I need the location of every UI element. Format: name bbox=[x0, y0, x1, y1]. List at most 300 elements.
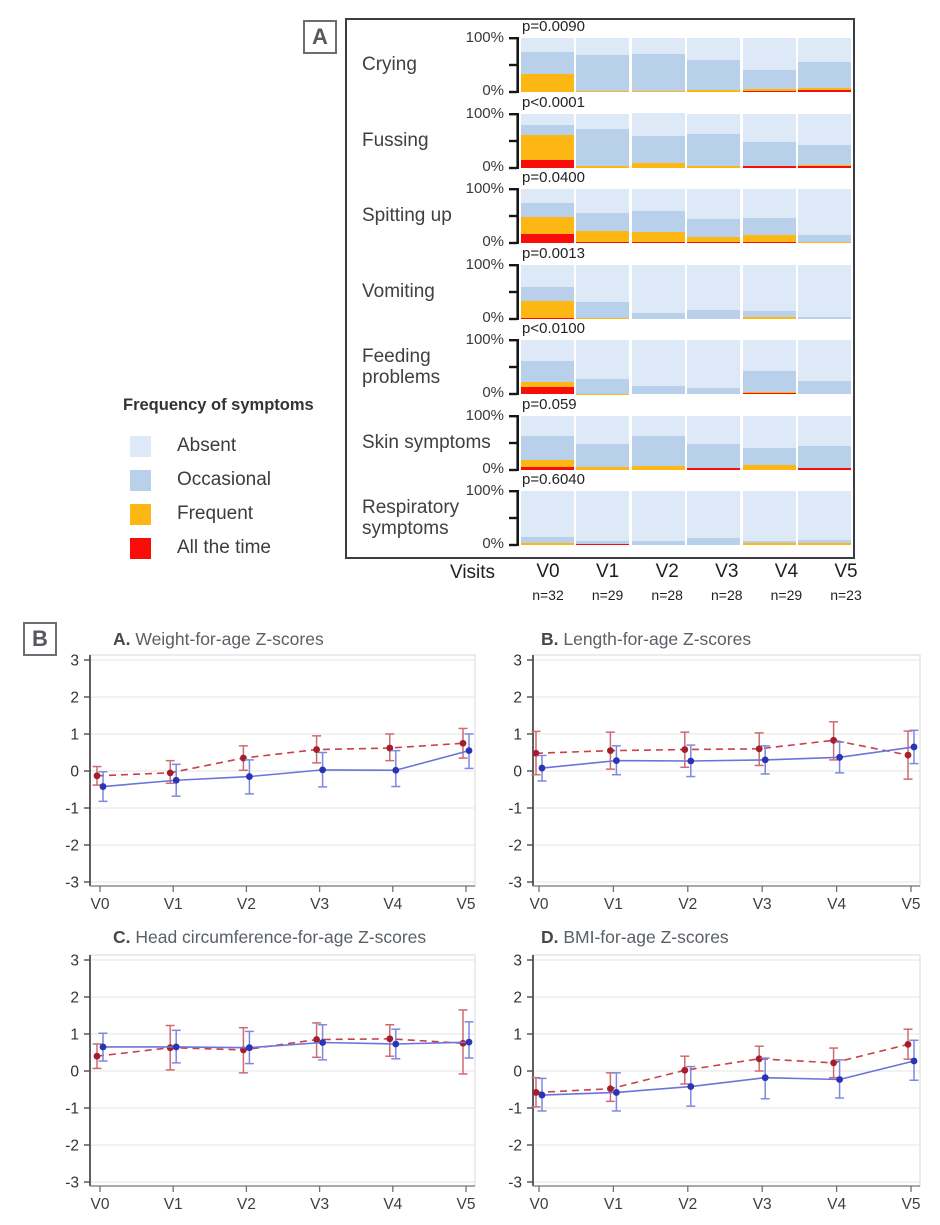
visit-label: V2 bbox=[655, 561, 679, 582]
stacked-bar-v0 bbox=[521, 189, 574, 243]
bar-segment-absent bbox=[576, 189, 629, 213]
data-point-blue bbox=[836, 754, 843, 761]
data-point-red bbox=[681, 1067, 688, 1074]
stacked-bar-v2 bbox=[632, 38, 685, 92]
legend-item-label: Frequent bbox=[177, 503, 254, 524]
bar-segment-all_the_time bbox=[521, 467, 574, 470]
bar-segment-absent bbox=[576, 491, 629, 541]
symptom-label: Crying bbox=[362, 54, 417, 76]
data-point-blue bbox=[613, 757, 620, 764]
p-value: p=0.0013 bbox=[522, 244, 585, 262]
bar-segment-occasional bbox=[632, 54, 685, 91]
data-point-blue bbox=[762, 757, 769, 764]
bar-segment-absent bbox=[798, 340, 851, 381]
data-point-red bbox=[607, 747, 614, 754]
stacked-bar-v1 bbox=[576, 114, 629, 168]
bar-segment-occasional bbox=[798, 381, 851, 395]
y-axis-0-label: 0% bbox=[482, 384, 504, 401]
symptom-label: Vomiting bbox=[362, 280, 435, 302]
bar-segment-absent bbox=[687, 114, 740, 135]
x-tick-label: V3 bbox=[310, 1196, 330, 1213]
data-point-blue bbox=[392, 767, 399, 774]
visit-column-v1 bbox=[576, 561, 640, 603]
bar-segment-absent bbox=[743, 265, 796, 311]
x-tick-label: V4 bbox=[383, 896, 403, 913]
y-tick-label: -2 bbox=[508, 837, 522, 855]
bar-segment-frequent bbox=[687, 90, 740, 92]
data-point-red bbox=[94, 1053, 101, 1060]
bar-segment-frequent bbox=[521, 301, 574, 318]
symptom-label: Respiratory symptoms bbox=[362, 496, 460, 539]
bar-segment-frequent bbox=[632, 232, 685, 242]
legend-item-frequent bbox=[123, 497, 338, 531]
stacked-bar-v2 bbox=[632, 491, 685, 545]
visit-n-count: n=29 bbox=[770, 587, 803, 603]
y-axis-0-label: 0% bbox=[482, 459, 504, 477]
data-point-blue bbox=[911, 744, 918, 751]
bar-segment-occasional bbox=[576, 302, 629, 318]
data-point-blue bbox=[392, 1041, 399, 1048]
bar-segment-occasional bbox=[632, 541, 685, 545]
y-axis-0-label: 0% bbox=[482, 82, 504, 99]
data-point-blue bbox=[613, 1089, 620, 1096]
chart-title-text: BMI-for-age Z-scores bbox=[558, 927, 729, 947]
data-point-blue bbox=[173, 1044, 180, 1051]
stacked-bar-v0 bbox=[521, 340, 574, 394]
bar-segment-occasional bbox=[743, 218, 796, 235]
y-tick-label: 1 bbox=[513, 1026, 522, 1044]
y-tick-label: -2 bbox=[65, 837, 79, 855]
bar-segment-absent bbox=[687, 265, 740, 310]
x-axis bbox=[90, 1186, 475, 1213]
visit-column-v5 bbox=[814, 561, 878, 603]
bar-group bbox=[521, 491, 851, 545]
data-point-red bbox=[905, 1041, 912, 1048]
bar-segment-absent bbox=[521, 491, 574, 537]
y-tick-label: -3 bbox=[65, 1174, 79, 1192]
data-point-blue bbox=[836, 1076, 843, 1083]
bar-segment-absent bbox=[798, 189, 851, 235]
bar-segment-occasional bbox=[632, 211, 685, 232]
bar-segment-occasional bbox=[798, 62, 851, 88]
line-chart-length bbox=[478, 645, 928, 928]
data-point-blue bbox=[246, 1044, 253, 1051]
bar-segment-absent bbox=[687, 491, 740, 538]
p-value: p<0.0001 bbox=[522, 93, 585, 111]
chart-title-letter: C. bbox=[113, 927, 131, 947]
bar-segment-frequent bbox=[798, 242, 851, 243]
bar-segment-absent bbox=[798, 265, 851, 317]
stacked-bar-v0 bbox=[521, 265, 574, 319]
visit-label: V0 bbox=[536, 561, 560, 582]
bar-group bbox=[521, 189, 851, 243]
bar-segment-occasional bbox=[576, 379, 629, 394]
data-point-red bbox=[905, 752, 912, 759]
chart-title-letter: D. bbox=[541, 927, 559, 947]
bar-segment-absent bbox=[743, 38, 796, 70]
p-value: p=0.0400 bbox=[522, 169, 585, 186]
data-point-blue bbox=[762, 1074, 769, 1081]
bar-segment-absent bbox=[521, 189, 574, 203]
y-tick-label: 2 bbox=[513, 689, 522, 707]
y-axis bbox=[504, 412, 520, 474]
bar-segment-occasional bbox=[521, 203, 574, 218]
stacked-bar-v1 bbox=[576, 38, 629, 92]
y-tick-label: 3 bbox=[513, 952, 522, 970]
data-point-blue bbox=[100, 783, 107, 790]
bar-group bbox=[521, 38, 851, 92]
bar-segment-frequent bbox=[743, 235, 796, 242]
x-tick-label: V2 bbox=[236, 1196, 256, 1213]
y-tick-label: -3 bbox=[508, 1174, 522, 1192]
y-axis bbox=[508, 653, 533, 892]
bar-segment-absent bbox=[521, 38, 574, 52]
bar-group bbox=[521, 340, 851, 394]
bar-segment-occasional bbox=[743, 142, 796, 167]
bar-segment-frequent bbox=[576, 467, 629, 469]
y-tick-label: 3 bbox=[70, 652, 79, 670]
visit-column-v4 bbox=[754, 561, 818, 603]
bar-segment-frequent bbox=[743, 317, 796, 318]
bar-segment-occasional bbox=[521, 125, 574, 135]
p-value: p=0.059 bbox=[522, 395, 577, 413]
y-tick-label: -3 bbox=[508, 874, 522, 892]
bar-segment-all_the_time bbox=[743, 242, 796, 243]
data-point-red bbox=[94, 772, 101, 779]
y-tick-label: -1 bbox=[508, 1100, 522, 1118]
stacked-bar-v2 bbox=[632, 340, 685, 394]
stacked-bar-v1 bbox=[576, 340, 629, 394]
x-tick-label: V0 bbox=[90, 1196, 110, 1213]
stacked-bar-v4 bbox=[743, 38, 796, 92]
visit-column-v0 bbox=[516, 561, 580, 603]
x-tick-label: V2 bbox=[678, 896, 698, 913]
y-axis bbox=[508, 953, 533, 1192]
bar-segment-all_the_time bbox=[798, 90, 851, 92]
x-tick-label: V4 bbox=[827, 896, 847, 913]
bar-segment-occasional bbox=[687, 134, 740, 166]
visit-n-count: n=23 bbox=[830, 587, 862, 603]
bar-segment-absent bbox=[576, 265, 629, 303]
x-tick-label: V5 bbox=[901, 896, 921, 913]
chart-title-letter: A. bbox=[113, 629, 131, 649]
x-tick-label: V4 bbox=[383, 1196, 403, 1213]
bar-segment-all_the_time bbox=[632, 242, 685, 243]
bar-segment-absent bbox=[798, 416, 851, 447]
data-point-red bbox=[460, 740, 467, 747]
bar-group bbox=[521, 114, 851, 168]
y-tick-label: -1 bbox=[65, 1100, 79, 1118]
legend-item-occasional bbox=[123, 463, 338, 497]
occasional-swatch bbox=[130, 470, 151, 491]
data-point-blue bbox=[911, 1058, 918, 1065]
x-tick-label: V4 bbox=[827, 1196, 847, 1213]
visit-label: V5 bbox=[834, 561, 858, 582]
legend-item-all-the-time bbox=[123, 531, 338, 565]
data-point-blue bbox=[319, 1039, 326, 1046]
bar-segment-occasional bbox=[521, 287, 574, 301]
bar-segment-occasional bbox=[687, 538, 740, 545]
bar-segment-absent bbox=[632, 491, 685, 541]
data-point-red bbox=[460, 1040, 467, 1047]
p-value: p<0.0100 bbox=[522, 320, 585, 337]
stacked-bar-v0 bbox=[521, 114, 574, 168]
stacked-bar-v0 bbox=[521, 416, 574, 470]
symptom-frequency-legend bbox=[123, 396, 338, 565]
y-tick-label: -1 bbox=[65, 800, 79, 818]
stacked-bar-v3 bbox=[687, 189, 740, 243]
legend-title: Frequency of symptoms bbox=[123, 396, 314, 414]
data-point-blue bbox=[539, 1092, 546, 1099]
data-point-red bbox=[533, 1089, 540, 1096]
bar-segment-frequent bbox=[576, 166, 629, 168]
bar-segment-absent bbox=[521, 265, 574, 287]
stacked-bar-v1 bbox=[576, 491, 629, 545]
p-value: p=0.0090 bbox=[522, 18, 585, 35]
y-axis-0-label: 0% bbox=[482, 535, 504, 552]
stacked-bar-v5 bbox=[798, 416, 851, 470]
chart-title-text: Length-for-age Z-scores bbox=[558, 629, 752, 649]
visit-n-count: n=28 bbox=[651, 587, 683, 603]
stacked-bar-v2 bbox=[632, 114, 685, 168]
frequent-swatch bbox=[130, 504, 151, 525]
bar-segment-all_the_time bbox=[521, 234, 574, 243]
bar-segment-absent bbox=[743, 189, 796, 218]
x-tick-label: V1 bbox=[163, 896, 183, 913]
chart-title-text: Head circumference-for-age Z-scores bbox=[130, 927, 427, 947]
x-tick-label: V0 bbox=[529, 1196, 549, 1213]
x-tick-label: V2 bbox=[236, 896, 256, 913]
visit-label: V1 bbox=[595, 561, 620, 582]
data-point-blue bbox=[466, 1039, 473, 1046]
p-value: p=0.6040 bbox=[522, 471, 585, 488]
stacked-bar-v1 bbox=[576, 416, 629, 470]
visits-axis-label: Visits bbox=[450, 562, 496, 583]
bar-segment-occasional bbox=[576, 129, 629, 166]
x-tick-label: V3 bbox=[310, 896, 330, 913]
bar-segment-absent bbox=[632, 265, 685, 313]
data-point-red bbox=[167, 769, 174, 776]
symptom-label: Skin symptoms bbox=[362, 431, 491, 453]
y-axis-0-label: 0% bbox=[482, 308, 504, 326]
stacked-bar-v4 bbox=[743, 114, 796, 168]
y-tick-label: -2 bbox=[65, 1137, 79, 1155]
y-tick-label: 3 bbox=[513, 652, 522, 670]
data-point-blue bbox=[466, 747, 473, 754]
bar-segment-occasional bbox=[687, 60, 740, 90]
visit-n-count: n=32 bbox=[532, 587, 564, 603]
bar-segment-all_the_time bbox=[521, 387, 574, 394]
bar-segment-frequent bbox=[743, 465, 796, 469]
y-axis bbox=[504, 261, 520, 323]
legend-item-label: Occasional bbox=[177, 469, 271, 490]
bar-segment-frequent bbox=[521, 543, 574, 545]
bar-segment-absent bbox=[521, 340, 574, 361]
y-tick-label: 2 bbox=[70, 689, 79, 707]
bar-group bbox=[521, 265, 851, 319]
bar-segment-all_the_time bbox=[576, 544, 629, 545]
y-axis-100-label: 100% bbox=[465, 406, 504, 424]
bar-segment-absent bbox=[798, 491, 851, 540]
bar-segment-occasional bbox=[521, 361, 574, 383]
line-chart-head bbox=[35, 945, 483, 1225]
bar-segment-absent bbox=[798, 38, 851, 62]
bar-segment-frequent bbox=[632, 91, 685, 92]
data-point-blue bbox=[100, 1044, 107, 1051]
bar-segment-absent bbox=[687, 416, 740, 444]
stacked-bar-v4 bbox=[743, 340, 796, 394]
stacked-bar-v5 bbox=[798, 265, 851, 319]
x-tick-label: V5 bbox=[901, 1196, 921, 1213]
bar-segment-occasional bbox=[798, 145, 851, 165]
bar-group bbox=[521, 416, 851, 470]
legend-item-absent bbox=[123, 429, 338, 463]
bar-segment-occasional bbox=[521, 436, 574, 460]
data-point-blue bbox=[687, 1083, 694, 1090]
stacked-bar-v3 bbox=[687, 416, 740, 470]
bar-segment-frequent bbox=[576, 394, 629, 395]
legend-item-label: Absent bbox=[177, 435, 237, 456]
y-axis bbox=[504, 34, 520, 96]
y-axis-0-label: 0% bbox=[482, 157, 504, 175]
bar-segment-absent bbox=[632, 340, 685, 386]
bar-segment-absent bbox=[632, 416, 685, 437]
stacked-bar-v2 bbox=[632, 265, 685, 319]
bar-segment-absent bbox=[687, 189, 740, 219]
stacked-bar-v4 bbox=[743, 265, 796, 319]
y-tick-label: -1 bbox=[508, 800, 522, 818]
bar-segment-occasional bbox=[632, 436, 685, 466]
y-axis bbox=[65, 653, 90, 892]
bar-segment-all_the_time bbox=[521, 160, 574, 168]
bar-segment-absent bbox=[576, 416, 629, 444]
bar-segment-occasional bbox=[632, 136, 685, 162]
x-axis bbox=[530, 886, 921, 913]
stacked-bar-v3 bbox=[687, 38, 740, 92]
visit-n-count: n=28 bbox=[711, 587, 743, 603]
y-axis-100-label: 100% bbox=[465, 331, 504, 348]
y-tick-label: -2 bbox=[508, 1137, 522, 1155]
bar-segment-frequent bbox=[576, 91, 629, 92]
x-tick-label: V1 bbox=[603, 896, 623, 913]
bar-segment-frequent bbox=[798, 543, 851, 545]
bar-segment-occasional bbox=[632, 386, 685, 394]
y-axis bbox=[504, 110, 520, 172]
stacked-bar-v1 bbox=[576, 189, 629, 243]
bar-segment-occasional bbox=[798, 446, 851, 468]
data-point-red bbox=[386, 1035, 393, 1042]
legend-item-label: All the time bbox=[177, 537, 271, 558]
stacked-bar-v3 bbox=[687, 265, 740, 319]
bar-segment-absent bbox=[798, 114, 851, 145]
x-tick-label: V3 bbox=[752, 896, 772, 913]
bar-segment-absent bbox=[743, 491, 796, 541]
stacked-bar-v5 bbox=[798, 491, 851, 545]
y-axis-0-label: 0% bbox=[482, 233, 504, 250]
bar-segment-absent bbox=[632, 189, 685, 211]
stacked-bar-v5 bbox=[798, 340, 851, 394]
bar-segment-all_the_time bbox=[743, 91, 796, 92]
bar-segment-absent bbox=[576, 340, 629, 379]
bar-segment-frequent bbox=[632, 163, 685, 168]
symptom-label: Spitting up bbox=[362, 205, 452, 227]
bar-segment-occasional bbox=[687, 388, 740, 394]
y-tick-label: 2 bbox=[70, 989, 79, 1007]
bar-segment-all_the_time bbox=[798, 166, 851, 167]
y-axis bbox=[504, 487, 520, 549]
line-chart-weight bbox=[35, 645, 483, 928]
bar-segment-all_the_time bbox=[521, 318, 574, 319]
data-point-blue bbox=[246, 773, 253, 780]
bar-segment-all_the_time bbox=[687, 468, 740, 470]
bar-segment-occasional bbox=[798, 235, 851, 242]
bar-segment-occasional bbox=[576, 55, 629, 91]
data-point-blue bbox=[539, 765, 546, 772]
bar-segment-absent bbox=[576, 114, 629, 130]
bar-segment-frequent bbox=[521, 135, 574, 160]
stacked-bar-v4 bbox=[743, 189, 796, 243]
stacked-bar-v2 bbox=[632, 189, 685, 243]
y-axis bbox=[65, 953, 90, 1192]
x-tick-label: V0 bbox=[529, 896, 549, 913]
bar-segment-absent bbox=[687, 340, 740, 388]
bar-segment-absent bbox=[521, 416, 574, 437]
bar-segment-all_the_time bbox=[576, 242, 629, 243]
bar-segment-frequent bbox=[687, 166, 740, 167]
bar-segment-all_the_time bbox=[687, 242, 740, 243]
y-axis-100-label: 100% bbox=[465, 482, 504, 499]
x-tick-label: V1 bbox=[603, 1196, 623, 1213]
data-point-red bbox=[681, 746, 688, 753]
line-chart-bmi bbox=[478, 945, 928, 1225]
stacked-bar-v1 bbox=[576, 265, 629, 319]
panel-b-label: B bbox=[23, 622, 57, 656]
bar-segment-occasional bbox=[521, 52, 574, 74]
chart-title-letter: B. bbox=[541, 629, 559, 649]
stacked-bar-v0 bbox=[521, 38, 574, 92]
x-tick-label: V1 bbox=[163, 1196, 183, 1213]
stacked-bar-v0 bbox=[521, 491, 574, 545]
stacked-bar-v2 bbox=[632, 416, 685, 470]
y-axis-100-label: 100% bbox=[465, 104, 504, 122]
y-axis bbox=[504, 185, 520, 247]
bar-segment-occasional bbox=[798, 317, 851, 319]
y-tick-label: 0 bbox=[70, 1063, 79, 1081]
bar-segment-occasional bbox=[687, 219, 740, 237]
visit-label: V4 bbox=[774, 561, 799, 582]
y-tick-label: 0 bbox=[513, 763, 522, 781]
bar-segment-occasional bbox=[576, 213, 629, 231]
stacked-bar-v5 bbox=[798, 38, 851, 92]
x-tick-label: V0 bbox=[90, 896, 110, 913]
y-tick-label: -3 bbox=[65, 874, 79, 892]
bar-segment-absent bbox=[576, 38, 629, 55]
bar-segment-absent bbox=[743, 416, 796, 448]
symptom-label: Fussing bbox=[362, 129, 429, 151]
y-axis-100-label: 100% bbox=[465, 180, 504, 197]
bar-segment-absent bbox=[521, 114, 574, 125]
bar-segment-frequent bbox=[632, 466, 685, 470]
y-axis-100-label: 100% bbox=[465, 29, 504, 46]
x-tick-label: V5 bbox=[456, 896, 476, 913]
bar-segment-occasional bbox=[632, 313, 685, 319]
visit-n-count: n=29 bbox=[591, 587, 624, 603]
bar-segment-all_the_time bbox=[798, 468, 851, 470]
y-tick-label: 0 bbox=[70, 763, 79, 781]
x-tick-label: V2 bbox=[678, 1196, 698, 1213]
bar-segment-frequent bbox=[521, 74, 574, 92]
data-point-red bbox=[607, 1085, 614, 1092]
